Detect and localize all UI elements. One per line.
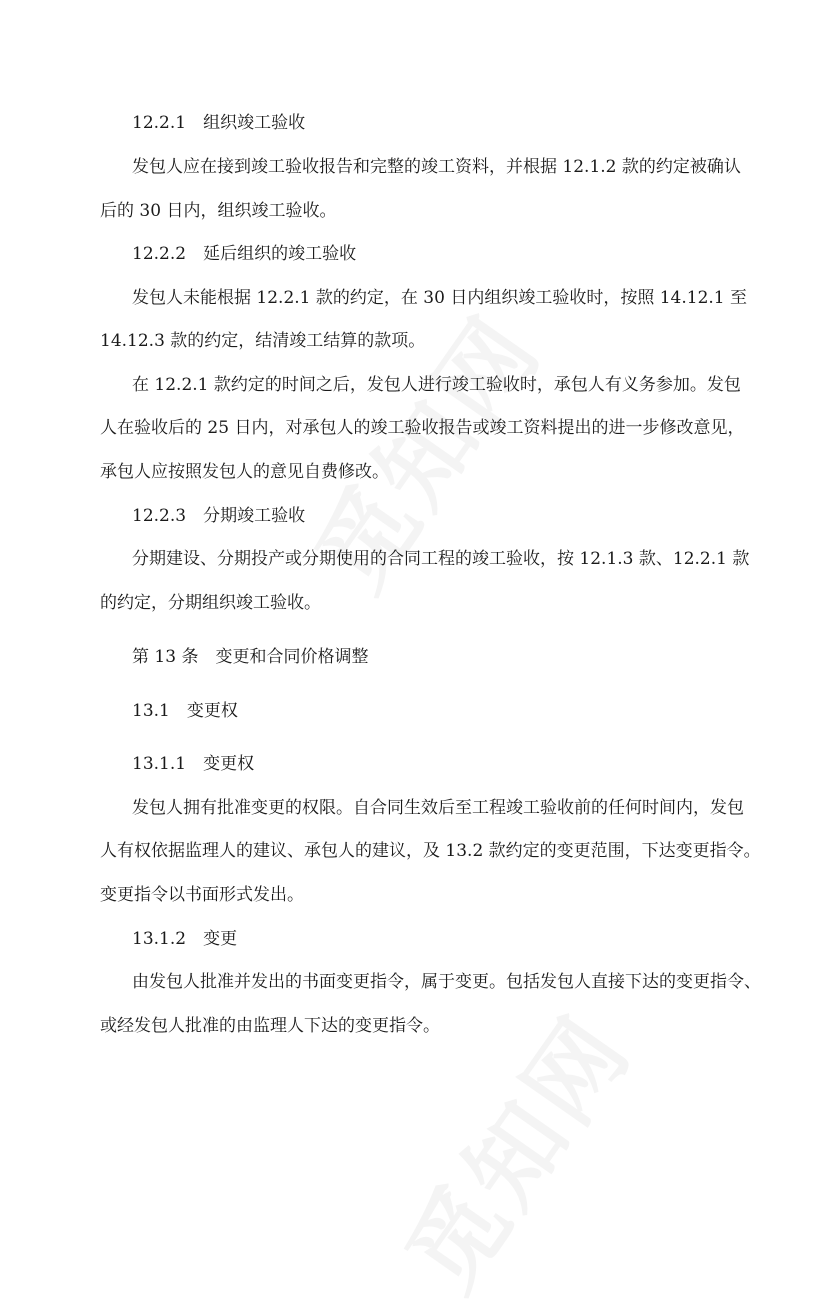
- paragraph-line: 发包人应在接到竣工验收报告和完整的竣工资料，并根据 12.1.2 款的约定被确认: [132, 157, 741, 177]
- section-heading-12-2-1: 12.2.1 组织竣工验收: [132, 113, 306, 133]
- paragraph-line: 由发包人批准并发出的书面变更指令，属于变更。包括发包人直接下达的变更指令、: [132, 972, 761, 992]
- paragraph-line: 人在验收后的 25 日内，对承包人的竣工验收报告或竣工资料提出的进一步修改意见，: [100, 418, 745, 438]
- paragraph-line: 14.12.3 款的约定，结清竣工结算的款项。: [100, 331, 426, 351]
- paragraph-line: 或经发包人批准的由监理人下达的变更指令。: [100, 1016, 440, 1036]
- paragraph-line: 发包人拥有批准变更的权限。自合同生效后至工程竣工验收前的任何时间内，发包: [132, 798, 744, 818]
- section-heading-13-1-2: 13.1.2 变更: [132, 929, 238, 949]
- paragraph-line: 的约定，分期组织竣工验收。: [100, 593, 321, 613]
- paragraph-line: 发包人未能根据 12.2.1 款的约定，在 30 日内组织竣工验收时，按照 14.12.1 至: [132, 288, 748, 308]
- section-heading-12-2-2: 12.2.2 延后组织的竣工验收: [132, 244, 357, 264]
- section-heading-13-1: 13.1 变更权: [132, 701, 238, 721]
- section-heading-12-2-3: 12.2.3 分期竣工验收: [132, 506, 306, 526]
- paragraph-line: 承包人应按照发包人的意见自费修改。: [100, 462, 389, 482]
- paragraph-line: 变更指令以书面形式发出。: [100, 885, 304, 905]
- section-heading-13-1-1: 13.1.1 变更权: [132, 754, 255, 774]
- paragraph-line: 分期建设、分期投产或分期使用的合同工程的竣工验收，按 12.1.3 款、12.2.1 款: [132, 549, 750, 569]
- paragraph-line: 后的 30 日内，组织竣工验收。: [100, 201, 337, 221]
- article-heading-13: 第 13 条 变更和合同价格调整: [132, 647, 369, 667]
- paragraph-line: 在 12.2.1 款约定的时间之后，发包人进行竣工验收时，承包人有义务参加。发包: [132, 375, 741, 395]
- paragraph-line: 人有权依据监理人的建议、承包人的建议，及 13.2 款约定的变更范围，下达变更指令。: [100, 841, 761, 861]
